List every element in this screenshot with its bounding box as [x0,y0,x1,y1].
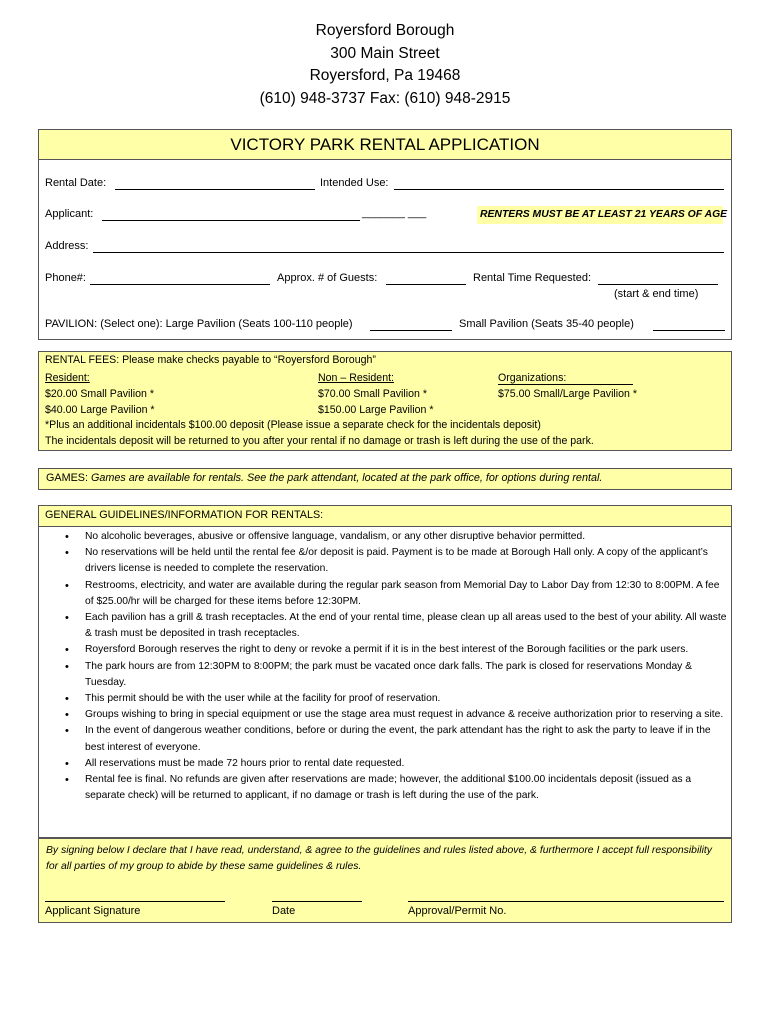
applicant-signature-label: Applicant Signature [45,905,141,917]
intended-use-label: Intended Use: [320,177,389,189]
guidelines-heading: GENERAL GUIDELINES/INFORMATION FOR RENTALS: [45,509,324,521]
games-line [46,472,602,484]
deposit-note: *Plus an additional incidentals $100.00 deposit (Please issue a separate check for the incidentals deposit) [45,419,541,431]
guests-field[interactable] [386,284,466,285]
guideline-item: • No alcoholic beverages, abusive or offensive language, vandalism, or any other disruptive behavior permitted. [39,529,727,545]
approval-label: Approval/Permit No. [408,905,507,917]
signature-box [38,838,732,923]
guidelines-box [38,505,732,838]
guidelines-heading-bar [39,506,731,527]
guideline-item: • This permit should be with the user while at the facility for proof of reservation. [39,691,727,707]
guideline-item: • Rental fee is final. No refunds are given after reservations are made; however, the additional $100.00 incidentals deposit (issued as a separate check) will be returned to applicant, if no damage or trash is left during the use of the park. [39,772,727,804]
resident-heading: Resident: [45,372,90,384]
resident-small-fee: $20.00 Small Pavilion * [45,388,154,400]
date-label: Date [272,905,296,917]
letterhead [0,20,770,110]
application-form [38,129,732,340]
form-title-bar [39,130,731,160]
date-field[interactable] [272,901,362,902]
phone-label: Phone#: [45,272,86,284]
games-text: Games are available for rentals. See the park attendant, located at the park office, for options during rental. [91,472,603,484]
address-label: Address: [45,240,89,252]
nonresident-heading: Non – Resident: [318,372,394,384]
applicant-field-suffix: _______ ___ [362,207,427,219]
guideline-item: • Each pavilion has a grill & trash receptacles. At the end of your rental time, please clean up all areas used to the best of your ability. All waste & trash must be deposited in trash receptacles. [39,610,727,642]
applicant-signature-field[interactable] [45,901,225,902]
applicant-field[interactable] [102,220,360,221]
city-state-zip: Royersford, Pa 19468 [309,67,461,84]
applicant-label: Applicant: [45,208,94,220]
deposit-return-note: The incidentals deposit will be returned to you after your rental if no damage or trash is left during the use of the park. [45,435,594,447]
fees-heading: RENTAL FEES: Please make checks payable to “Royersford Borough” [45,354,376,366]
games-label: GAMES: [46,472,88,484]
phone-field[interactable] [90,284,270,285]
nonresident-small-fee: $70.00 Small Pavilion * [318,388,427,400]
org-heading-underline [498,384,633,385]
guideline-item: • In the event of dangerous weather conditions, before or during the event, the park attendant has the right to ask the party to leave if in the best interest of everyone. [39,723,727,755]
rental-time-field[interactable] [598,284,718,285]
small-pavilion-field[interactable] [653,330,725,331]
borough-name: Royersford Borough [315,22,455,39]
guideline-item: • All reservations must be made 72 hours prior to rental date requested. [39,756,727,772]
rental-time-label: Rental Time Requested: [473,272,592,284]
guideline-item: • Groups wishing to bring in special equipment or use the stage area must request in advance & receive authorization prior to reserving a site. [39,707,727,723]
org-heading: Organizations: [498,372,567,384]
guideline-item: • Royersford Borough reserves the right to deny or revoke a permit if it is in the best interest of the Borough facilities or the park users. [39,642,727,658]
nonresident-large-fee: $150.00 Large Pavilion * [318,404,434,416]
form-title: VICTORY PARK RENTAL APPLICATION [230,135,540,154]
guidelines-list [39,529,727,804]
pavilion-label: PAVILION: (Select one): Large Pavilion (Seats 100-110 people) [45,318,353,330]
age-requirement-notice: RENTERS MUST BE AT LEAST 21 YEARS OF AGE [477,206,723,224]
street-address: 300 Main Street [330,44,440,62]
declaration-text: By signing below I declare that I have read, understand, & agree to the guidelines and rules listed above, & furthermore I accept full responsibility for all parties of my group to abide by these same guidelines & rules. [46,845,712,872]
phone-fax: (610) 948-3737 Fax: (610) 948-2915 [259,89,511,107]
rental-date-label: Rental Date: [45,177,107,189]
address-field[interactable] [93,252,724,253]
large-pavilion-field[interactable] [370,330,452,331]
approval-field[interactable] [408,901,724,902]
guideline-item: • Restrooms, electricity, and water are available during the regular park season from Memorial Day to Labor Day from 12:30 to 8:00PM. A fee of $25.00/hr will be charged for these items before 12:30PM. [39,578,727,610]
rental-date-field[interactable] [115,189,315,190]
guideline-item: • The park hours are from 12:30PM to 8:00PM; the park must be vacated once dark falls. The park is closed for reservations Monday & Tuesday. [39,659,727,691]
intended-use-field[interactable] [394,189,724,190]
org-fee: $75.00 Small/Large Pavilion * [498,388,637,400]
guideline-item: • No reservations will be held until the rental fee &/or deposit is paid. Payment is to be made at Borough Hall only. A copy of the applicant’s drivers license is needed to complete the reservation. [39,545,727,577]
guests-label: Approx. # of Guests: [277,272,378,284]
small-pavilion-label: Small Pavilion (Seats 35-40 people) [459,318,634,330]
resident-large-fee: $40.00 Large Pavilion * [45,404,155,416]
rental-time-hint: (start & end time) [614,288,699,300]
games-box [38,468,732,490]
